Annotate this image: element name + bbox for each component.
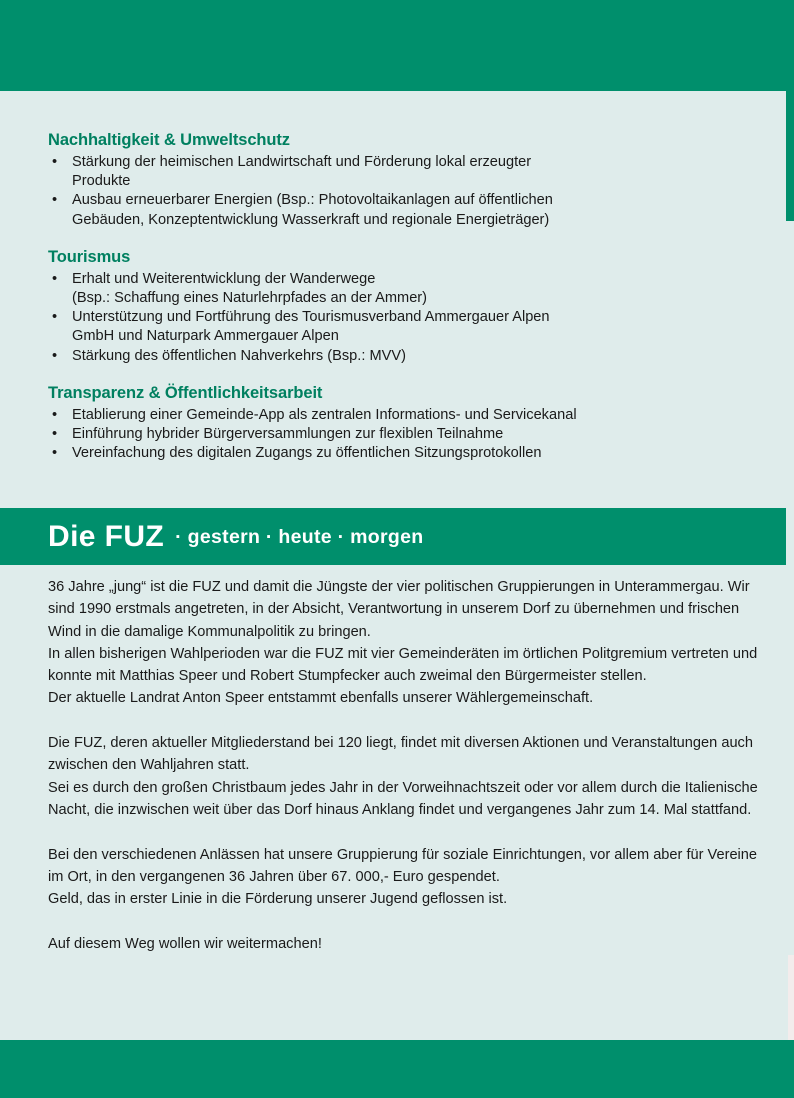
bullet-text-line1: Unterstützung und Fortführung des Tourismusverband Ammergauer Alpen bbox=[72, 309, 550, 326]
bullet-text-line2: (Bsp.: Schaffung eines Naturlehrpfades an der Ammer) bbox=[72, 290, 428, 307]
paragraph: Auf diesem Weg wollen wir weitermachen! bbox=[48, 935, 322, 952]
list-item bbox=[48, 191, 754, 229]
bullet-text-line1: Vereinfachung des digitalen Zugangs zu öffentlichen Sitzungsprotokollen bbox=[72, 445, 542, 462]
program-sections bbox=[0, 130, 794, 463]
paragraph: In allen bisherigen Wahlperioden war die FUZ mit vier Gemeinderäten im örtlichen Politgremium vertreten und konnte mit Matthias Speer und Robert Stumpfecker auch zweimal den Bürgermeister stellen. bbox=[48, 645, 758, 685]
bullet-icon: • bbox=[52, 192, 58, 209]
bullet-icon: • bbox=[52, 270, 58, 287]
fuz-banner-title: Die FUZ bbox=[48, 519, 165, 553]
section-tourismus bbox=[0, 247, 794, 366]
list-item bbox=[48, 406, 754, 425]
section-heading: Transparenz & Öffentlichkeitsarbeit bbox=[48, 383, 323, 402]
list-item bbox=[48, 308, 754, 346]
section-transparenz bbox=[0, 383, 794, 464]
bullet-list bbox=[48, 153, 754, 230]
bullet-text-line1: Etablierung einer Gemeinde-App als zentralen Informations- und Servicekanal bbox=[72, 406, 577, 423]
bullet-icon: • bbox=[52, 445, 58, 462]
top-green-band bbox=[0, 0, 794, 91]
bullet-text-line1: Stärkung der heimischen Landwirtschaft und Förderung lokal erzeugter bbox=[72, 154, 532, 170]
list-item bbox=[48, 270, 754, 308]
paragraph: 36 Jahre „jung“ ist die FUZ und damit die Jüngste der vier politischen Gruppierungen in Unterammergau. Wir sind 1990 erstmals angetreten, in der Absicht, Verantwortung in unserem Dorf zu übernehmen und frischen Wind in die damalige Kommunalpolitik zu bringen. bbox=[48, 579, 750, 640]
section-heading: Tourismus bbox=[48, 247, 131, 266]
bullet-text-line1: Stärkung des öffentlichen Nahverkehrs (Bsp.: MVV) bbox=[72, 347, 406, 364]
bullet-icon: • bbox=[52, 406, 58, 423]
bullet-text-line2: Gebäuden, Konzeptentwicklung Wasserkraft und regionale Energieträger) bbox=[72, 211, 550, 228]
list-item bbox=[48, 425, 754, 444]
paragraph: Der aktuelle Landrat Anton Speer entstammt ebenfalls unserer Wählergemeinschaft. bbox=[48, 690, 594, 707]
paragraph: Sei es durch den großen Christbaum jedes Jahr in der Vorweihnachtszeit oder vor allem durch die Italienische Nacht, die inzwischen weit über das Dorf hinaus Anklang findet und vergangenes Jahr zum 14. Mal stattfand. bbox=[48, 779, 758, 818]
paragraph: Die FUZ, deren aktueller Mitgliederstand bei 120 liegt, findet mit diversen Aktionen und Veranstaltungen auch zwischen den Wahljahren statt. bbox=[48, 735, 753, 774]
bullet-text-line1: Ausbau erneuerbarer Energien (Bsp.: Photovoltaikanlagen auf öffentlichen bbox=[72, 192, 553, 209]
bullet-text-line1: Erhalt und Weiterentwicklung der Wanderwege bbox=[72, 270, 376, 287]
fuz-body-text bbox=[0, 576, 794, 955]
fuz-banner bbox=[0, 508, 786, 565]
bullet-text-line1: Einführung hybrider Bürgerversammlungen zur flexiblen Teilnahme bbox=[72, 426, 504, 443]
bullet-text-line2: GmbH und Naturpark Ammergauer Alpen bbox=[72, 328, 339, 345]
bullet-icon: • bbox=[52, 347, 58, 364]
bullet-icon: • bbox=[52, 154, 58, 170]
paragraph: Geld, das in erster Linie in die Förderung unserer Jugend geflossen ist. bbox=[48, 891, 508, 908]
bullet-icon: • bbox=[52, 309, 58, 326]
section-nachhaltigkeit bbox=[0, 130, 794, 230]
bullet-list bbox=[48, 406, 754, 464]
right-gutter bbox=[788, 955, 794, 1040]
section-heading: Nachhaltigkeit & Umweltschutz bbox=[48, 131, 290, 149]
list-item bbox=[48, 444, 754, 463]
list-item bbox=[48, 347, 754, 366]
bottom-green-band bbox=[0, 1040, 794, 1098]
bullet-icon: • bbox=[52, 426, 58, 443]
bullet-list bbox=[48, 270, 754, 366]
paragraph: Bei den verschiedenen Anlässen hat unsere Gruppierung für soziale Einrichtungen, vor allem aber für Vereine im Ort, in den vergangenen 36 Jahren über 67. 000,- Euro gespendet. bbox=[48, 846, 758, 885]
list-item bbox=[48, 153, 754, 191]
bullet-text-line2: Produkte bbox=[72, 173, 131, 190]
fuz-banner-subtitle: · gestern · heute · morgen bbox=[175, 525, 424, 548]
